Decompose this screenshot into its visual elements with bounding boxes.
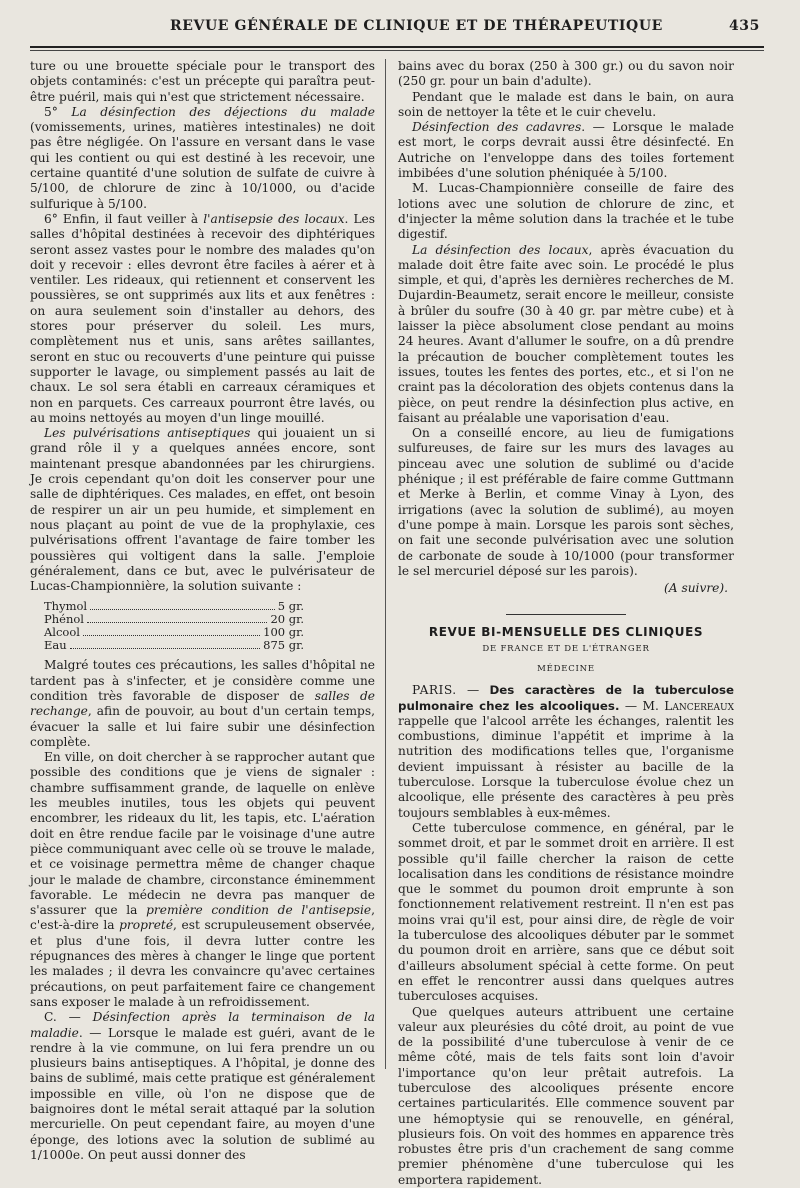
paragraph: Désinfection des cadavres. — Lorsque le malade est mort, le corps devrait aussi être désinfecté. En Autriche on l'enveloppe dans des toiles fortement imbibées d'une solution phéniquée à 5/100. bbox=[398, 120, 734, 181]
author-name: Lancereaux bbox=[664, 698, 734, 713]
inline-heading: Les pulvérisations antiseptiques bbox=[44, 426, 251, 441]
inline-heading: Désinfection après la terminaison de la maladie bbox=[30, 1010, 376, 1040]
paragraph: Les pulvérisations antiseptiques qui jouaient un si grand rôle il y a quelques années encore, sont maintenant presque abandonnées par les chirurgiens. Je crois cependant qu'on doit les conserver pour une salle de diphtériques. Ces malades, en effet, ont besoin de respirer un air un peu humide, et simplement en nous plaçant au point de vue de la prophylaxie, ces pulvérisations offrent l'avantage de faire tomber les poussières qui voltigent dans la salle. J'emploie généralement, dans ce but, avec le pulvérisateur de Lucas-Championnière, la solution suivante : bbox=[30, 426, 375, 594]
right-column bbox=[386, 59, 734, 1187]
page-number: 435 bbox=[728, 18, 760, 34]
paragraph: 5° La désinfection des déjections du malade (vomissements, urines, matières intestinales) ne doit pas être négligée. On l'assure en versant dans le vase qui les contient ou qui est destiné à les recevoir, une certaine quantité d'une solution de sulfate de cuivre à 5/100, de chlorure de zinc à 10/1000, ou d'acide sulfurique à 5/100. bbox=[30, 104, 375, 211]
paragraph: bains avec du borax (250 à 300 gr.) ou du savon noir (250 gr. pour un bain d'adulte). bbox=[398, 59, 734, 89]
text-columns bbox=[30, 59, 764, 1187]
journal-title: REVUE GÉNÉRALE DE CLINIQUE ET DE THÉRAPEUTIQUE bbox=[170, 18, 663, 34]
dateline: PARIS. bbox=[412, 683, 457, 698]
running-head bbox=[30, 18, 764, 42]
inline-heading: La désinfection des locaux bbox=[412, 242, 589, 257]
paragraph: On a conseillé encore, au lieu de fumigations sulfureuses, de faire sur les murs des lavages au pinceau avec une solution de sublimé ou d'acide phénique ; il est préférable de faire comme Guttmann et Merke à Berlin, et comme Vinay à Lyon, des irrigations (avec la solution de sublimé), au moyen d'une pompe à main. Lorsque les parois sont sèches, on fait une seconde pulvérisation avec une solution de carbonate de soude à 10/1000 (pour transformer le sel mercuriel déposé sur les parois). bbox=[398, 426, 734, 578]
formula-row: Alcool 100 gr. bbox=[44, 625, 304, 640]
formula-row: Phénol 20 gr. bbox=[44, 612, 304, 627]
formula-row: Eau 875 gr. bbox=[44, 638, 304, 653]
paragraph: Que quelques auteurs attribuent une certaine valeur aux pleurésies du côté droit, au point de vue de la possibilité d'une tuberculose à venir de ce même côté, mais de tels faits sont loin d'avoir l'importance qu'on leur prêtait autrefois. La tuberculose des alcooliques présente encore certaines particularités. Elle commence souvent par une hémoptysie qui se renouvelle, en général, plusieurs fois. On voit des hommes en apparence très robustes être pris d'un crachement de sang comme premier phénomène d'une tuberculose qui les emportera rapidement. bbox=[398, 1004, 734, 1187]
paragraph: Cette tuberculose commence, en général, par le sommet droit, et par le sommet droit en arrière. Il est possible qu'il faille chercher la raison de cette localisation dans les conditions de résistance moindre que le sommet du poumon droit emprunte à son fonctionnement relativement restreint. Il n'en est pas moins vrai qu'il est, pour ainsi dire, de règle de voir la tuberculose des alcooliques débuter par le sommet du poumon droit en arrière, sans que ce début soit d'ailleurs absolument spécial à cette forme. On peut en effet le rencontrer aussi dans quelques autres tuberculoses acquises. bbox=[398, 820, 734, 1004]
section-divider bbox=[506, 614, 626, 615]
paragraph: En ville, on doit chercher à se rapprocher autant que possible des conditions que je viens de signaler : chambre suffisamment grande, de laquelle on enlève les meubles inutiles, tous les objets qui peuvent encombrer, les rideaux du lit, les tapis, etc. L'aération doit en être rendue facile par le voisinage d'une autre pièce communiquant avec celle où se trouve le malade, et ce voisinage permettra même de changer chaque jour le malade de chambre, circonstance éminemment favorable. Le médecin ne devra pas manquer de s'assurer que la première condition de l'antisepsie, c'est-à-dire la propreté, est scrupuleusement observée, et plus d'une fois, il devra lutter contre les répugnances des mères à changer le linge que portent les malades ; il devra les convaincre qu'avec certaines précautions, on peut parfaitement faire ce changement sans exposer le malade à un refroidissement. bbox=[30, 750, 376, 1009]
paragraph: La désinfection des locaux, après évacuation du malade doit être faite avec soin. Le procédé le plus simple, et qui, d'après les dernières recherches de M. Dujardin-Beaumetz, serait encore le meilleur, consiste à brûler du soufre (30 à 40 gr. par mètre cube) et à laisser la pièce absolument close pendant au moins 24 heures. Avant d'allumer le soufre, on a dû prendre la précaution de boucher complètement toutes les issues, toutes les fentes des portes, etc., et si l'on ne craint pas la décoloration des objets contenus dans la pièce, on peut rendre la désinfection plus active, en faisant au préalable une vaporisation d'eau. bbox=[398, 242, 734, 425]
paragraph: 6° Enfin, il faut veiller à l'antisepsie des locaux. Les salles d'hôpital destinées à recevoir des diphtériques seront assez vastes pour le nombre des malades qu'on doit y recevoir : elles devront être faciles à aérer et à ventiler. Les rideaux, qui retiennent et conservent les poussières, se ont supprimés aux lits et aux fenêtres : on aura seulement soin d'installer au dehors, des stores pour préserver du soleil. Les murs, complètement nus et unis, sans arêtes saillantes, seront en stuc ou recouverts d'une peinture qui puisse supporter le lavage, ou simplement passés au lait de chaux. Le sol sera établi en carreaux céramiques et non en parquets. Ces carreaux pourront être lavés, ou au moins nettoyés au moyen d'un linge mouillé. bbox=[30, 211, 376, 425]
paragraph: Pendant que le malade est dans le bain, on aura soin de nettoyer la tête et le cuir chevelu. bbox=[398, 89, 734, 119]
left-column bbox=[30, 59, 386, 1162]
paragraph: C. — Désinfection après la terminaison de la maladie. — Lorsque le malade est guéri, avant de le rendre à la vie commune, on lui fera prendre un ou plusieurs bains antiseptiques. A l'hôpital, je donne des bains de sublimé, mais cette pratique est généralement impossible en ville, où l'on ne dispose que de baignoires dont le métal serait attaqué par la solution mercurielle. On peut cependant faire, au moyen d'une éponge, des lotions avec la solution de sublimé au 1/1000e. On peut aussi donner des bbox=[30, 1010, 376, 1162]
paragraph: Malgré toutes ces précautions, les salles d'hôpital ne tardent pas à s'infecter, et je considère comme une condition très favorable de disposer de salles de rechange, afin de pouvoir, au bout d'un certain temps, évacuer la salle et lui faire subir une désinfection complète. bbox=[30, 658, 375, 749]
inline-heading: Désinfection des cadavres bbox=[412, 120, 582, 135]
inline-heading: La désinfection des déjections du malade bbox=[71, 104, 375, 119]
header-rule-thin bbox=[30, 50, 764, 51]
article-title: Des caractères de la tuberculose pulmonaire chez les alcooliques. bbox=[398, 683, 734, 713]
header-rule bbox=[30, 46, 764, 48]
paragraph: ture ou une brouette spéciale pour le transport des objets contaminés: c'est un précepte qui paraîtra peut-être puéril, mais qui n'est que strictement nécessaire. bbox=[30, 59, 375, 104]
formula-row: Thymol 5 gr. bbox=[44, 599, 304, 614]
paragraph: PARIS. — Des caractères de la tuberculose pulmonaire chez les alcooliques. — M. Lancereaux rappelle que l'alcool arrête les échanges, ralentit les combustions, diminue l'appétit et imprime à la nutrition des modifications telles que, l'organisme devient impuissant à résister au bacille de la tuberculose. Lorsque la tuberculose évolue chez un alcoolique, elle présente des caractères à peu près toujours semblables à eux-mêmes. bbox=[398, 683, 734, 820]
formula-table bbox=[44, 600, 304, 652]
inline-heading: l'antisepsie des locaux bbox=[203, 211, 345, 226]
paragraph: M. Lucas-Championnière conseille de faire des lotions avec une solution de chlorure de zinc, et d'injecter la même solution dans la trachée et le tube digestif. bbox=[398, 181, 734, 242]
continued-note: (A suivre). bbox=[664, 581, 728, 596]
section-subtitle: DE FRANCE ET DE L'ÉTRANGER bbox=[482, 643, 650, 654]
section-rubric: MÉDECINE bbox=[537, 663, 595, 674]
section-title: REVUE BI-MENSUELLE DES CLINIQUES bbox=[428, 625, 704, 640]
